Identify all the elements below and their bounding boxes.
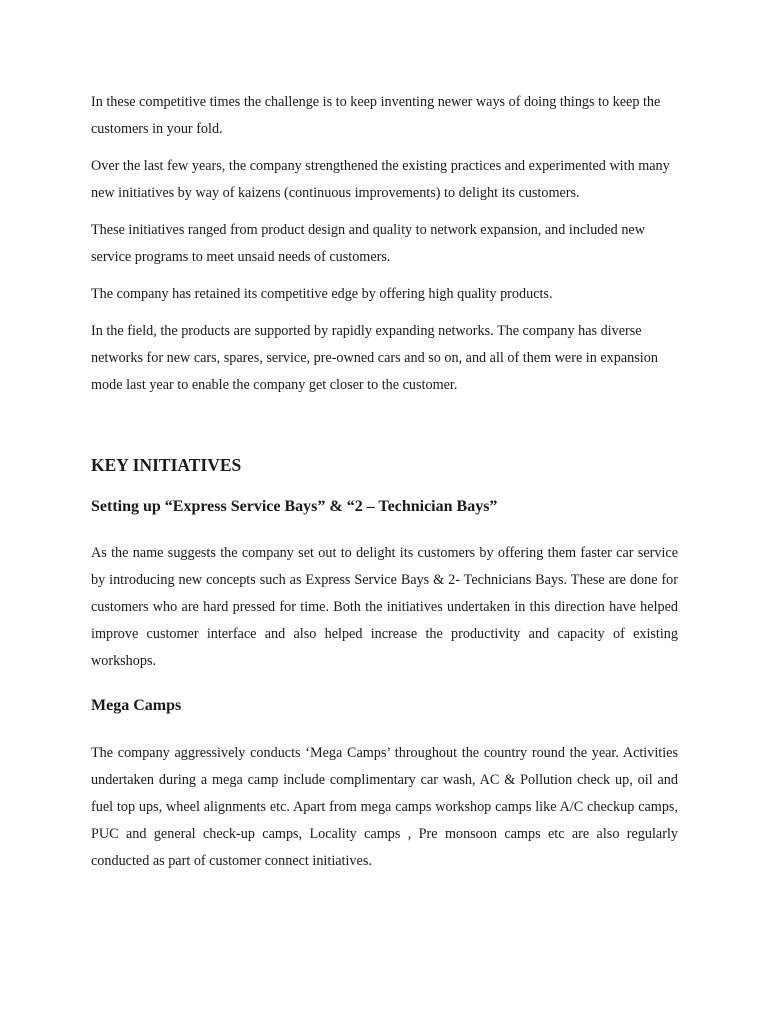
key-initiatives-heading: KEY INITIATIVES	[91, 455, 242, 475]
intro-paragraph-5: In the field, the products are supported by rapidly expanding networks. The company has diverse networks for new cars, spares, service, pre-owned cars and so on, and all of them were in expansion mode last year to enable the company get closer to the customer.	[91, 323, 658, 393]
mega-camps-heading: Mega Camps	[91, 697, 182, 714]
intro-section	[91, 89, 678, 409]
express-service-heading: Setting up “Express Service Bays” & “2 – Technician Bays”	[91, 498, 498, 515]
intro-paragraph-2: Over the last few years, the company strengthened the existing practices and experimented with many new initiatives by way of kaizens (continuous improvements) to delight its customers.	[91, 158, 670, 201]
express-service-paragraph: As the name suggests the company set out to delight its customers by offering them faster car service by introducing new concepts such as Express Service Bays & 2- Technicians Bays. These are done for customers who are hard pressed for time. Both the initiatives undertaken in this direction have helped improve customer interface and also helped increase the productivity and capacity of existing workshops.	[91, 545, 678, 669]
intro-paragraph-3: These initiatives ranged from product design and quality to network expansion, and included new service programs to meet unsaid needs of customers.	[91, 222, 645, 265]
mega-camps-paragraph: The company aggressively conducts ‘Mega Camps’ throughout the country round the year. Activities undertaken during a mega camp include complimentary car wash, AC & Pollution check up, oil and fuel top ups, wheel alignments etc. Apart from mega camps workshop camps like A/C checkup camps, PUC and general check-up camps, Locality camps , Pre monsoon camps etc are also regularly conducted as part of customer connect initiatives.	[91, 745, 678, 869]
mega-camps-section	[91, 740, 678, 885]
intro-paragraph-4: The company has retained its competitive edge by offering high quality products.	[91, 286, 553, 302]
intro-paragraph-1: In these competitive times the challenge is to keep inventing newer ways of doing things to keep the customers in your fold.	[91, 94, 661, 137]
express-service-section	[91, 540, 678, 685]
